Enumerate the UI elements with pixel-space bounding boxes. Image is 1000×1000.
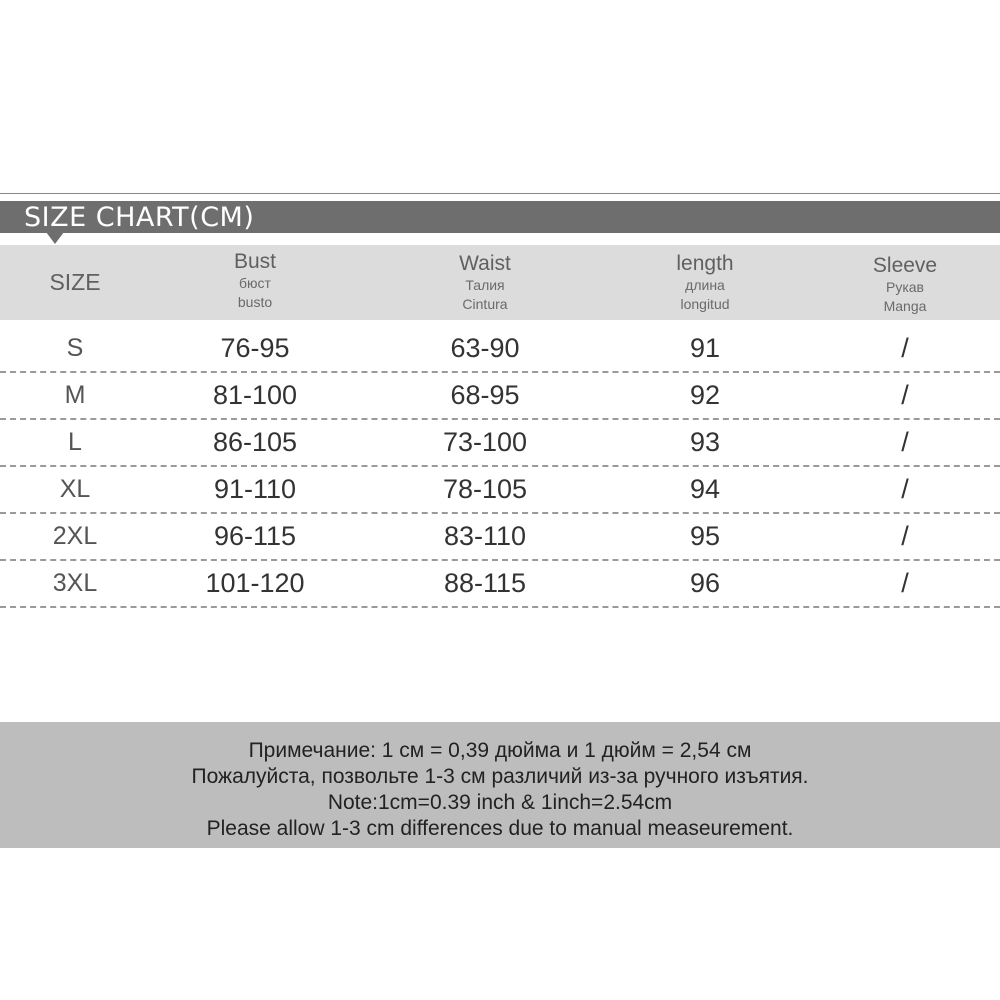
note-line-ru-2: Пожалуйста, позвольте 1-3 см различий из-за ручного изъятия. [191, 765, 809, 788]
chart-title: SIZE CHART(CM) [24, 202, 255, 233]
waist-cell: 78-105 [442, 474, 528, 504]
header-length-label: length [676, 252, 734, 275]
header-waist-ru: Талия [465, 277, 505, 293]
length-cell: 95 [689, 521, 721, 551]
sleeve-cell: / [901, 568, 909, 598]
header-length-ru: длина [685, 277, 725, 293]
header-size-label: SIZE [49, 269, 101, 295]
note-line-en-1: Note:1cm=0.39 inch & 1inch=2.54cm [327, 791, 673, 814]
header-waist [390, 245, 580, 328]
bust-cell: 91-110 [213, 474, 297, 504]
length-cell: 94 [689, 474, 721, 504]
size-cell: S [66, 334, 84, 362]
length-cell: 92 [689, 380, 721, 410]
size-cell: 2XL [52, 522, 98, 550]
waist-cell: 73-100 [442, 427, 528, 457]
header-sleeve-label: Sleeve [872, 254, 938, 277]
note-line-en-2: Please allow 1-3 cm differences due to manual measeurement. [206, 817, 794, 840]
header-sleeve-es: Manga [883, 298, 927, 314]
header-waist-label: Waist [459, 252, 511, 275]
table-header [0, 245, 1000, 320]
bust-cell: 101-120 [205, 568, 305, 598]
table-row [0, 467, 1000, 514]
header-sleeve-ru: Рукав [886, 279, 924, 295]
waist-cell: 68-95 [450, 380, 520, 410]
bust-cell: 86-105 [212, 427, 298, 457]
measurement-note [0, 722, 1000, 848]
bust-cell: 81-100 [212, 380, 298, 410]
header-bust-label: Bust [233, 250, 277, 273]
header-bust-es: busto [237, 294, 273, 310]
size-cell: XL [59, 475, 91, 503]
title-notch [46, 232, 64, 244]
header-sleeve [820, 245, 990, 330]
sleeve-cell: / [901, 427, 909, 457]
length-cell: 91 [689, 333, 721, 363]
table-row [0, 420, 1000, 467]
top-divider [0, 193, 1000, 194]
waist-cell: 83-110 [443, 521, 527, 551]
size-cell: 3XL [52, 569, 98, 597]
table-row [0, 373, 1000, 420]
length-cell: 96 [689, 568, 721, 598]
header-length [620, 245, 790, 328]
header-bust-ru: бюст [239, 275, 271, 291]
table-row [0, 326, 1000, 373]
header-waist-es: Cintura [462, 296, 508, 312]
size-cell: L [68, 428, 82, 456]
table-row [0, 514, 1000, 561]
waist-cell: 88-115 [443, 568, 527, 598]
bust-cell: 96-115 [213, 521, 297, 551]
header-size [20, 245, 130, 320]
waist-cell: 63-90 [450, 333, 520, 363]
size-table-body [0, 326, 1000, 608]
header-bust [160, 245, 350, 326]
sleeve-cell: / [901, 380, 909, 410]
note-line-ru-1: Примечание: 1 см = 0,39 дюйма и 1 дюйм = 2,54 см [248, 739, 752, 762]
length-cell: 93 [689, 427, 721, 457]
table-row [0, 561, 1000, 608]
title-bar [0, 201, 1000, 233]
sleeve-cell: / [901, 521, 909, 551]
header-length-es: longitud [680, 296, 730, 312]
size-cell: M [64, 381, 86, 409]
bust-cell: 76-95 [220, 333, 290, 363]
sleeve-cell: / [901, 333, 909, 363]
sleeve-cell: / [901, 474, 909, 504]
